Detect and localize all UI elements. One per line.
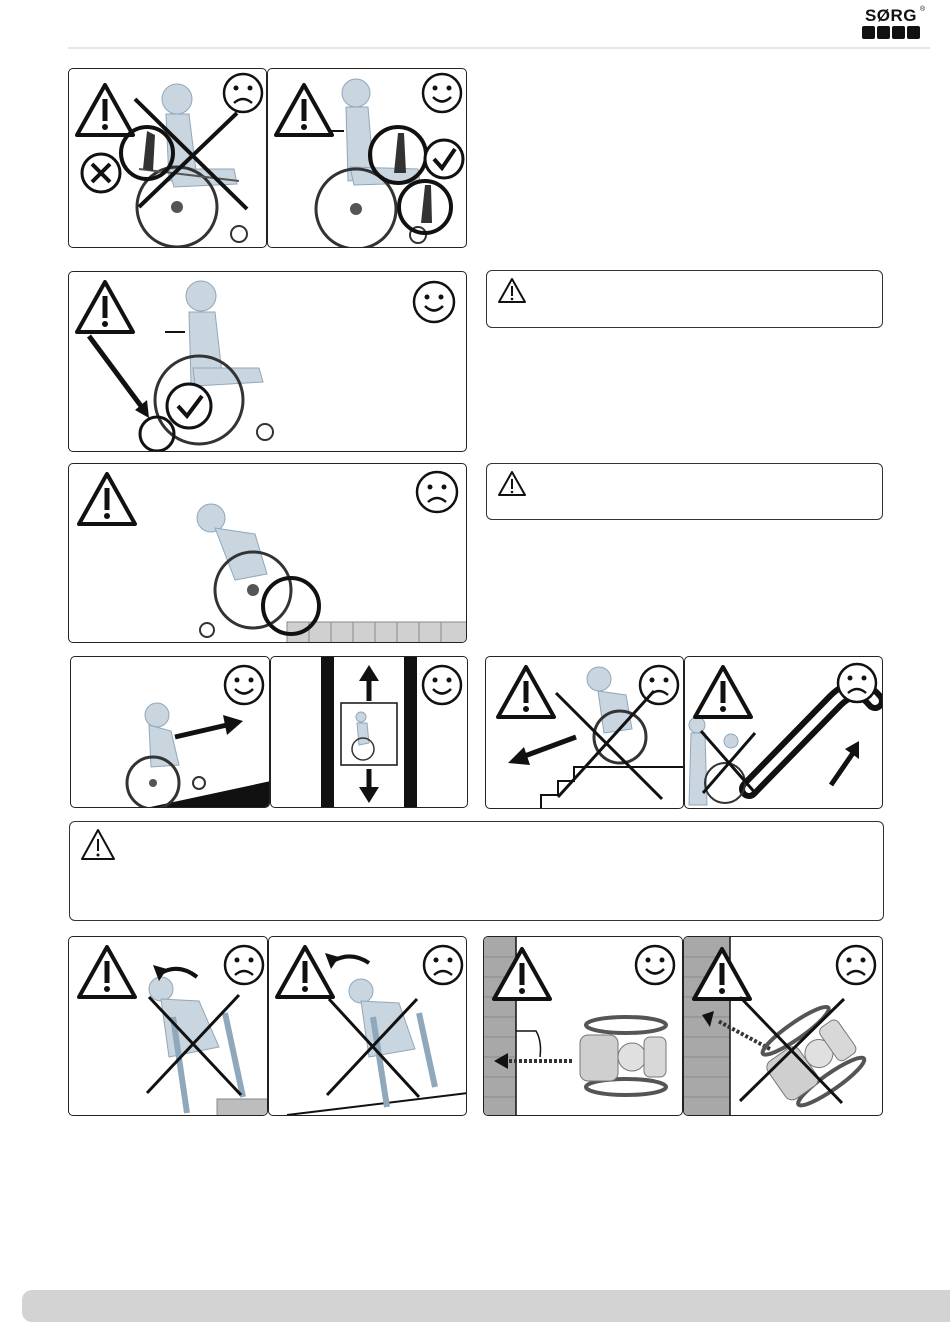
warning-triangle-icon [77, 85, 133, 135]
panel-wall-diagonal [683, 936, 883, 1116]
wheelchair-user-illustration [127, 703, 205, 808]
registered-mark: ® [920, 6, 926, 13]
warning-triangle-icon [80, 828, 116, 862]
sad-face-icon [225, 946, 263, 984]
happy-face-icon [414, 282, 454, 322]
sad-face-icon [837, 946, 875, 984]
brand-name: SØRG [864, 6, 918, 25]
sad-face-icon [838, 664, 876, 702]
sad-face-icon [424, 946, 462, 984]
happy-face-icon [423, 666, 461, 704]
curved-arrow-icon [161, 969, 197, 977]
warning-triangle-icon [79, 947, 135, 997]
warning-triangle-icon [695, 667, 751, 717]
brake-highlight-circle [121, 127, 173, 179]
wheelchair-top-view [753, 1001, 868, 1114]
warning-triangle-icon [77, 282, 133, 332]
panel-brake-tilted [68, 68, 267, 248]
arrow-icon [831, 753, 853, 785]
footer-bar [22, 1290, 950, 1322]
warning-triangle-icon [276, 85, 332, 135]
panel-escalator [684, 656, 883, 809]
check-mark-icon [167, 384, 211, 428]
warning-note-box-1 [486, 270, 883, 328]
panel-lean-over-kerb [68, 936, 268, 1116]
panel-wall-right-angle [483, 936, 683, 1116]
warning-triangle-icon [79, 474, 135, 524]
cross-mark-icon [82, 154, 120, 192]
happy-face-icon [225, 666, 263, 704]
panel-anti-tipper [68, 271, 467, 452]
wheelchair-user-illustration [349, 979, 435, 1107]
happy-face-icon [636, 946, 674, 984]
right-angle-marker [516, 1031, 541, 1057]
warning-triangle-icon [498, 667, 554, 717]
wheelchair-top-view [580, 1017, 666, 1095]
brake-highlight-circle-lower [399, 181, 451, 233]
warning-triangle-icon [497, 470, 527, 498]
warning-note-box-3 [69, 821, 884, 921]
wheelchair-user-illustration [197, 504, 291, 637]
warning-triangle-icon [277, 947, 333, 997]
panel-kerb-rearward [68, 463, 467, 643]
happy-face-icon [423, 74, 461, 112]
panel-ramp-forward [70, 656, 270, 808]
panel-lean-on-slope [268, 936, 467, 1116]
panel-brake-upright [267, 68, 467, 248]
header-rule [68, 47, 930, 49]
arrow-icon [522, 737, 576, 757]
brand-logo [860, 6, 924, 42]
panel-lift [270, 656, 468, 808]
warning-note-box-2 [486, 463, 883, 520]
arrow-icon [175, 725, 227, 737]
wheelchair-user-illustration [587, 667, 646, 763]
warning-triangle-icon [497, 277, 527, 305]
brand-blocks [862, 26, 920, 39]
check-mark-icon [425, 140, 463, 178]
arrow-icon [89, 336, 141, 406]
sad-face-icon [417, 472, 457, 512]
sad-face-icon [224, 74, 262, 112]
panel-stairs [485, 656, 684, 809]
